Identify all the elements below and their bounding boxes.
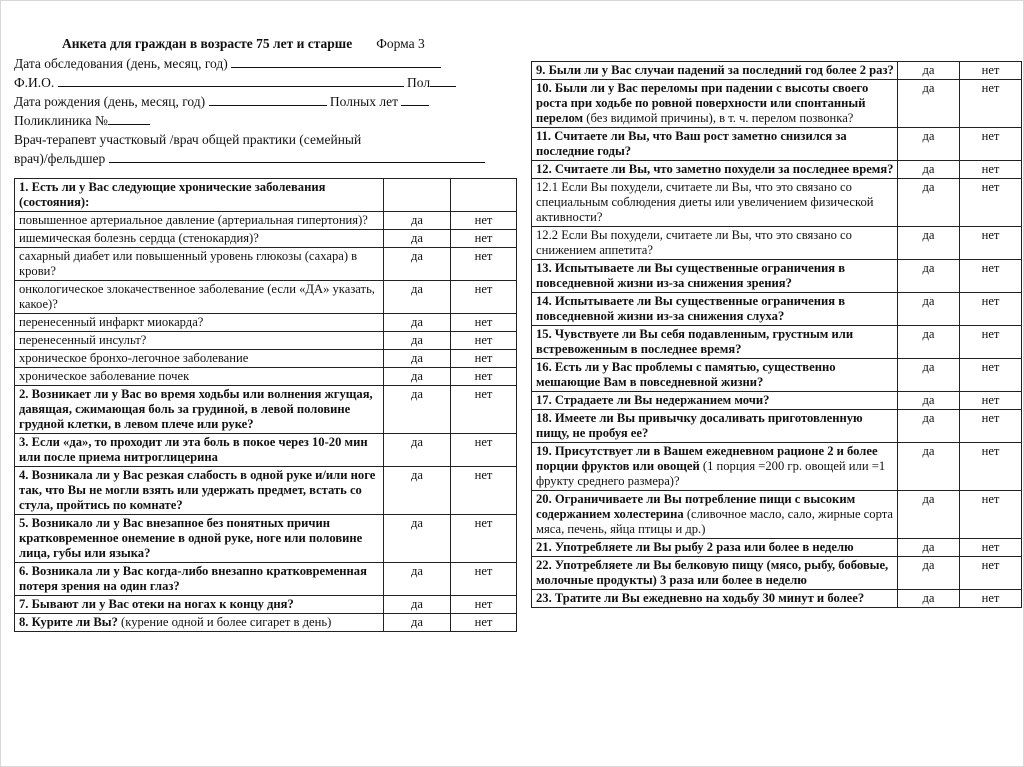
table-row bbox=[532, 62, 1022, 80]
question-11: 11. Считаете ли Вы, что Ваш рост заметно снизился за последние годы? bbox=[532, 128, 898, 161]
table-row bbox=[15, 230, 517, 248]
question-20-text: 20. Ограничиваете ли Вы потребление пищи с высоким содержанием холестерина bbox=[536, 492, 856, 521]
no-option[interactable]: нет bbox=[451, 332, 517, 350]
yes-option[interactable]: да bbox=[384, 248, 451, 281]
yes-option[interactable]: да bbox=[898, 491, 960, 539]
question-12: 12. Считаете ли Вы, что заметно похудели за последнее время? bbox=[532, 161, 898, 179]
question-23: 23. Тратите ли Вы ежедневно на ходьбу 30 минут и более? bbox=[532, 590, 898, 608]
doctor-field[interactable] bbox=[109, 150, 485, 163]
yes-option[interactable]: да bbox=[384, 368, 451, 386]
table-row bbox=[532, 227, 1022, 260]
yes-option[interactable]: да bbox=[898, 128, 960, 161]
question-19-note: (1 порция =200 гр. овощей или =1 фрукту среднего размера)? bbox=[536, 459, 886, 488]
question-21: 21. Употребляете ли Вы рыбу 2 раза или более в неделю bbox=[532, 539, 898, 557]
yes-option[interactable]: да bbox=[898, 590, 960, 608]
yes-option[interactable]: да bbox=[384, 281, 451, 314]
birth-date-label: Дата рождения (день, месяц, год) bbox=[14, 94, 206, 109]
question-18: 18. Имеете ли Вы привычку досаливать приготовленную пищу, не пробуя ее? bbox=[532, 410, 898, 443]
yes-option[interactable]: да bbox=[898, 179, 960, 227]
question-19-text: 19. Присутствует ли в Вашем ежедневном рационе 2 и более порции фруктов или овощей bbox=[536, 444, 878, 473]
condition-ischemic-heart: ишемическая болезнь сердца (стенокардия)? bbox=[15, 230, 384, 248]
form-title-text: Анкета для граждан в возрасте 75 лет и старше bbox=[62, 36, 353, 51]
sex-label: Пол bbox=[407, 75, 431, 90]
clinic-label: Поликлиника № bbox=[14, 113, 108, 128]
question-3: 3. Если «да», то проходит ли эта боль в покое через 10-20 мин или после приема нитроглицерина bbox=[15, 434, 384, 467]
left-questions-table bbox=[14, 178, 517, 632]
clinic-field[interactable] bbox=[108, 112, 150, 125]
no-option[interactable]: нет bbox=[960, 491, 1022, 539]
table-row bbox=[532, 161, 1022, 179]
no-option[interactable]: нет bbox=[960, 392, 1022, 410]
no-option[interactable]: нет bbox=[960, 80, 1022, 128]
table-row bbox=[532, 392, 1022, 410]
question-10-note: (без видимой причины), в т. ч. перелом позвонка? bbox=[583, 111, 854, 125]
yes-option[interactable]: да bbox=[384, 314, 451, 332]
question-13: 13. Испытываете ли Вы существенные ограничения в повседневной жизни из-за снижения зрения? bbox=[532, 260, 898, 293]
answer-cell-empty bbox=[384, 179, 451, 212]
fio-line bbox=[14, 73, 516, 92]
table-row bbox=[15, 179, 517, 212]
question-19 bbox=[532, 443, 898, 491]
form-number: Форма 3 bbox=[376, 36, 425, 51]
table-row bbox=[532, 590, 1022, 608]
condition-kidney: хроническое заболевание почек bbox=[15, 368, 384, 386]
condition-oncology: онкологическое злокачественное заболевание (если «ДА» указать, какое)? bbox=[15, 281, 384, 314]
question-12-2: 12.2 Если Вы похудели, считаете ли Вы, что это связано со снижением аппетита? bbox=[532, 227, 898, 260]
table-row bbox=[532, 326, 1022, 359]
yes-option[interactable]: да bbox=[384, 332, 451, 350]
table-row bbox=[532, 491, 1022, 539]
no-option[interactable]: нет bbox=[451, 515, 517, 563]
no-option[interactable]: нет bbox=[960, 227, 1022, 260]
question-5: 5. Возникало ли у Вас внезапное без понятных причин кратковременное онемение в одной руке, ноге или половине лица, губы или языка? bbox=[15, 515, 384, 563]
table-row bbox=[15, 614, 517, 632]
yes-option[interactable]: да bbox=[384, 596, 451, 614]
no-option[interactable]: нет bbox=[451, 614, 517, 632]
table-row bbox=[15, 281, 517, 314]
no-option[interactable]: нет bbox=[451, 467, 517, 515]
yes-option[interactable]: да bbox=[384, 350, 451, 368]
question-20-note: (сливочное масло, сало, жирные сорта мяса, печень, яйца птицы и др.) bbox=[536, 507, 893, 536]
yes-option[interactable]: да bbox=[898, 293, 960, 326]
doctor-line-1 bbox=[14, 130, 516, 149]
condition-stroke: перенесенный инсульт? bbox=[15, 332, 384, 350]
right-questions-table bbox=[531, 61, 1022, 608]
full-years-label: Полных лет bbox=[329, 94, 398, 109]
doctor-label-2: врач)/фельдшер bbox=[14, 151, 106, 166]
question-8-text: 8. Курите ли Вы? bbox=[19, 615, 118, 629]
question-15: 15. Чувствуете ли Вы себя подавленным, грустным или встревоженным в последнее время? bbox=[532, 326, 898, 359]
question-14: 14. Испытываете ли Вы существенные ограничения в повседневной жизни из-за снижения слуха? bbox=[532, 293, 898, 326]
question-10-text: 10. Были ли у Вас переломы при падении с высоты своего роста при ходьбе по ровной поверхности или спонтанный перелом bbox=[536, 81, 869, 125]
doctor-line-2 bbox=[14, 149, 516, 168]
no-option[interactable]: нет bbox=[960, 179, 1022, 227]
table-row bbox=[15, 350, 517, 368]
fio-field[interactable] bbox=[58, 74, 404, 87]
sex-field[interactable] bbox=[430, 74, 456, 87]
table-row bbox=[532, 179, 1022, 227]
yes-option[interactable]: да bbox=[384, 563, 451, 596]
table-row bbox=[532, 359, 1022, 392]
no-option[interactable]: нет bbox=[960, 161, 1022, 179]
table-row bbox=[15, 434, 517, 467]
yes-option[interactable]: да bbox=[898, 539, 960, 557]
table-row bbox=[15, 368, 517, 386]
yes-option[interactable]: да bbox=[898, 392, 960, 410]
yes-option[interactable]: да bbox=[898, 62, 960, 80]
no-option[interactable]: нет bbox=[451, 212, 517, 230]
no-option[interactable]: нет bbox=[960, 62, 1022, 80]
yes-option[interactable]: да bbox=[384, 386, 451, 434]
form-title bbox=[62, 34, 516, 54]
question-7: 7. Бывают ли у Вас отеки на ногах к концу дня? bbox=[15, 596, 384, 614]
condition-diabetes: сахарный диабет или повышенный уровень глюкозы (сахара) в крови? bbox=[15, 248, 384, 281]
no-option[interactable]: нет bbox=[451, 596, 517, 614]
no-option[interactable]: нет bbox=[960, 590, 1022, 608]
question-12-1: 12.1 Если Вы похудели, считаете ли Вы, что это связано со специальным соблюдения диеты или увеличением физической активности? bbox=[532, 179, 898, 227]
condition-hypertension: повышенное артериальное давление (артериальная гипертония)? bbox=[15, 212, 384, 230]
no-option[interactable]: нет bbox=[960, 260, 1022, 293]
yes-option[interactable]: да bbox=[384, 467, 451, 515]
condition-infarction: перенесенный инфаркт миокарда? bbox=[15, 314, 384, 332]
yes-option[interactable]: да bbox=[384, 434, 451, 467]
yes-option[interactable]: да bbox=[898, 557, 960, 590]
table-row bbox=[15, 314, 517, 332]
yes-option[interactable]: да bbox=[898, 443, 960, 491]
condition-lung: хроническое бронхо-легочное заболевание bbox=[15, 350, 384, 368]
question-6: 6. Возникала ли у Вас когда-либо внезапно кратковременная потеря зрения на один глаз? bbox=[15, 563, 384, 596]
table-row bbox=[532, 293, 1022, 326]
no-option[interactable]: нет bbox=[451, 230, 517, 248]
question-8 bbox=[15, 614, 384, 632]
no-option[interactable]: нет bbox=[960, 359, 1022, 392]
table-row bbox=[15, 248, 517, 281]
question-8-note: (курение одной и более сигарет в день) bbox=[117, 615, 332, 629]
yes-option[interactable]: да bbox=[898, 410, 960, 443]
doctor-label-1: Врач-терапевт участковый /врач общей практики (семейный bbox=[14, 132, 362, 147]
answer-cell-empty bbox=[451, 179, 517, 212]
no-option[interactable]: нет bbox=[451, 368, 517, 386]
yes-option[interactable]: да bbox=[898, 326, 960, 359]
table-row bbox=[532, 557, 1022, 590]
question-9: 9. Были ли у Вас случаи падений за последний год более 2 раз? bbox=[532, 62, 898, 80]
table-row bbox=[15, 563, 517, 596]
question-1: 1. Есть ли у Вас следующие хронические заболевания (состояния): bbox=[15, 179, 384, 212]
exam-date-label: Дата обследования (день, месяц, год) bbox=[14, 56, 228, 71]
exam-date-line bbox=[14, 54, 516, 73]
yes-option[interactable]: да bbox=[898, 359, 960, 392]
no-option[interactable]: нет bbox=[451, 563, 517, 596]
no-option[interactable]: нет bbox=[451, 248, 517, 281]
question-16: 16. Есть ли у Вас проблемы с памятью, существенно мешающие Вам в повседневной жизни? bbox=[532, 359, 898, 392]
table-row bbox=[532, 443, 1022, 491]
no-option[interactable]: нет bbox=[960, 326, 1022, 359]
table-row bbox=[532, 128, 1022, 161]
yes-option[interactable]: да bbox=[898, 260, 960, 293]
yes-option[interactable]: да bbox=[384, 614, 451, 632]
clinic-line bbox=[14, 111, 516, 130]
no-option[interactable]: нет bbox=[451, 314, 517, 332]
table-row bbox=[532, 260, 1022, 293]
question-10 bbox=[532, 80, 898, 128]
table-row bbox=[532, 539, 1022, 557]
no-option[interactable]: нет bbox=[451, 281, 517, 314]
no-option[interactable]: нет bbox=[451, 386, 517, 434]
no-option[interactable]: нет bbox=[960, 539, 1022, 557]
table-row bbox=[532, 410, 1022, 443]
birth-line bbox=[14, 92, 516, 111]
yes-option[interactable]: да bbox=[898, 161, 960, 179]
full-years-field[interactable] bbox=[401, 93, 429, 106]
no-option[interactable]: нет bbox=[960, 443, 1022, 491]
no-option[interactable]: нет bbox=[451, 434, 517, 467]
question-20 bbox=[532, 491, 898, 539]
table-row bbox=[15, 596, 517, 614]
table-row bbox=[15, 386, 517, 434]
table-row bbox=[15, 212, 517, 230]
table-row bbox=[532, 80, 1022, 128]
question-4: 4. Возникала ли у Вас резкая слабость в одной руке и/или ноге так, что Вы не могли взять или удержать предмет, встать со стула, пройтись по комнате? bbox=[15, 467, 384, 515]
question-22: 22. Употребляете ли Вы белковую пищу (мясо, рыбу, бобовые, молочные продукты) 3 раза или более в неделю bbox=[532, 557, 898, 590]
question-2: 2. Возникает ли у Вас во время ходьбы или волнения жгущая, давящая, сжимающая боль за грудиной, в левой половине грудной клетки, в левом плече или руке? bbox=[15, 386, 384, 434]
fio-label: Ф.И.О. bbox=[14, 75, 55, 90]
yes-option[interactable]: да bbox=[384, 515, 451, 563]
table-row bbox=[15, 332, 517, 350]
no-option[interactable]: нет bbox=[960, 128, 1022, 161]
yes-option[interactable]: да bbox=[384, 212, 451, 230]
no-option[interactable]: нет bbox=[451, 350, 517, 368]
yes-option[interactable]: да bbox=[898, 227, 960, 260]
birth-date-field[interactable] bbox=[209, 93, 327, 106]
yes-option[interactable]: да bbox=[384, 230, 451, 248]
table-row bbox=[15, 515, 517, 563]
form-header bbox=[14, 34, 516, 168]
exam-date-field[interactable] bbox=[231, 55, 441, 68]
table-row bbox=[15, 467, 517, 515]
yes-option[interactable]: да bbox=[898, 80, 960, 128]
question-17: 17. Страдаете ли Вы недержанием мочи? bbox=[532, 392, 898, 410]
no-option[interactable]: нет bbox=[960, 557, 1022, 590]
no-option[interactable]: нет bbox=[960, 410, 1022, 443]
no-option[interactable]: нет bbox=[960, 293, 1022, 326]
